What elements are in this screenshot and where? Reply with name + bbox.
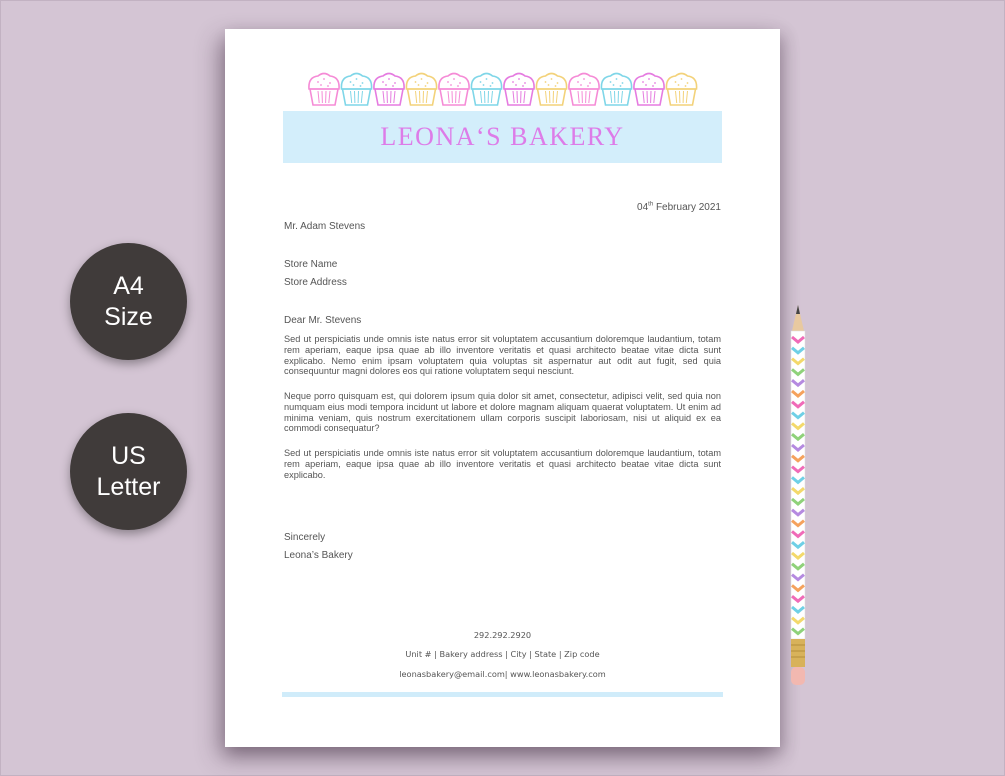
date-suffix: th [648,201,654,208]
a4-size-badge [70,243,187,360]
letterhead-banner [283,111,722,163]
cupcake-icon [439,74,469,106]
pencil-eraser [791,667,805,685]
pencil-image [783,303,813,688]
footer-address: Unit # | Bakery address | City | State | Zip code [405,649,600,659]
cupcake-icon [504,74,534,106]
date-day: 04 [637,202,649,213]
pencil-body [791,331,805,639]
footer-phone: 292.292.2920 [473,630,532,640]
cupcake-icon [601,74,631,106]
recipient-name: Mr. Adam Stevens [284,221,366,232]
store-name: Store Name [284,259,338,270]
signature: Leona’s Bakery [284,550,353,561]
letter-page [225,29,780,747]
closing: Sincerely [284,532,326,543]
footer-contact: leonasbakery@email.com| www.leonasbakery.com [399,669,606,679]
cupcake-icon [536,74,566,106]
letter-date [637,202,721,213]
footer-bar [282,692,723,697]
cupcake-icon [341,74,371,106]
cupcake-border [308,71,700,107]
cupcake-icon [634,74,664,106]
cupcake-icon [569,74,599,106]
us-letter-badge [70,413,187,530]
badge-a4-line2: Size [104,302,153,331]
badge-a4-line1: A4 [113,271,144,300]
cupcake-icon [471,74,501,106]
bakery-title: LEONA‘S BAKERY [380,122,625,151]
salutation: Dear Mr. Stevens [284,315,362,326]
body-paragraph-3: Sed ut perspiciatis unde omnis iste natus error sit voluptatem accusantium doloremque laudantium, totam rem aperiam, eaque ipsa quae ab illo inventore veritatis et quasi architecto beatae vitae dicta sunt explicabo. [284,448,721,480]
cupcake-icon [374,74,404,106]
cupcake-icon [406,74,436,106]
cupcake-icon [309,74,339,106]
pencil-lead [796,305,800,314]
pencil-ferrule [791,639,805,667]
body-paragraph-1: Sed ut perspiciatis unde omnis iste natus error sit voluptatem accusantium doloremque laudantium, totam rem aperiam, eaque ipsa quae ab illo inventore veritatis et quasi architecto beatae vitae dicta sunt explicabo. Nemo enim ipsam voluptatem quia voluptas sit aspernatur aut odit aut fugit, sed quia consequuntur magni dolores eos qui ratione voluptatem sequi nesciunt. [284,334,721,377]
badge-us-line1: US [111,441,146,470]
body-paragraph-2: Neque porro quisquam est, qui dolorem ipsum quia dolor sit amet, consectetur, adipisci velit, sed quia non numquam eius modi tempora incidunt ut labore et dolore magnam aliquam quaerat voluptatem. Ut enim ad minima veniam, quis nostrum exercitationem ullam corporis suscipit laboriosam, nisi ut aliquid ex ea commodi consequatur? [284,391,721,434]
badge-us-line2: Letter [96,472,161,501]
store-address: Store Address [284,277,347,288]
date-month-year: February 2021 [653,202,721,213]
cupcake-icon [666,74,696,106]
